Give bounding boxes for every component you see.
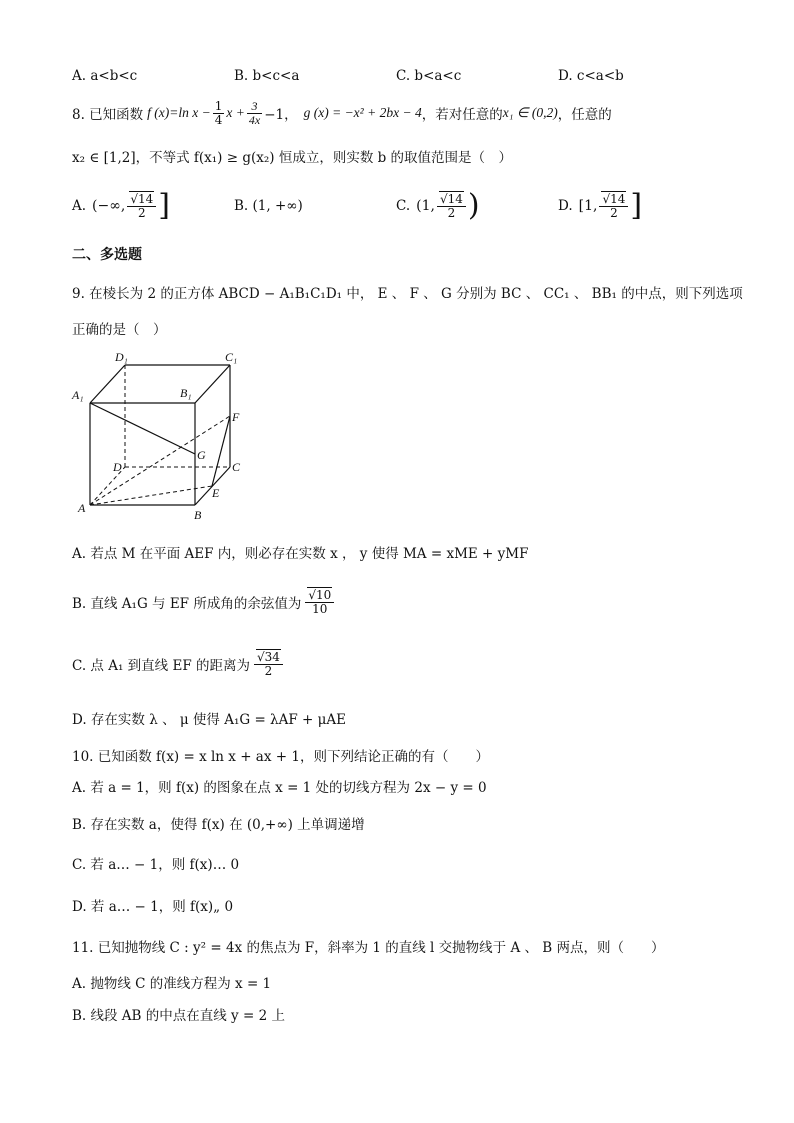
q8-option-c: C. (1, $\frac{√14}{2}$ ) [396,188,480,223]
q10-option-a: A. 若 a = 1，则 f(x) 的图象在点 x = 1 处的切线方程为 2x − y = 0 [72,780,487,796]
q7-option-d: D. c<a<b [558,68,624,84]
q10-option-b: B. 存在实数 a，使得 f(x) 在 (0,+∞) 上单调递增 [72,817,365,833]
q8-stem-after-g: ，若对任意的 [421,107,503,123]
label-c: C [232,460,241,474]
label-b: B [194,508,202,522]
q7-option-a: A. a<b<c [72,68,138,84]
label-d1: D₁ [115,350,128,364]
q8-option-a: A. (−∞, $\frac{√14}{2}$ ] [72,188,170,223]
q11-option-a: A. 抛物线 C 的准线方程为 x = 1 [72,976,272,992]
label-e: E [212,486,220,500]
label-g: G [197,448,206,462]
q10-option-d: D. 若 a… − 1，则 f(x)„ 0 [72,899,234,915]
q8-frac-1-4: $\frac{1}{4}$ [214,98,223,127]
q10-option-c: C. 若 a… − 1，则 f(x)… 0 [72,857,240,873]
q8-option-b: B. (1, +∞) [234,198,303,214]
label-d: D [113,460,122,474]
segment-a-f [90,416,230,505]
q9-option-c: C. 点 A₁ 到直线 EF 的距离为 $\frac{√34}{2}$ [72,644,283,684]
q8-f-lhs: f (x)=ln x − [147,105,211,120]
q11-stem: 11. 已知抛物线 C : y² = 4x 的焦点为 F，斜率为 1 的直线 l 交抛物线于 A 、 B 两点，则（ ） [72,940,665,956]
label-a1: A₁ [72,388,84,402]
q9-option-b: B. 直线 A₁G 与 EF 所成角的余弦值为 $\frac{√10}{10}$ [72,582,334,622]
label-f: F [232,410,240,424]
q7-option-c: C. b<a<c [396,68,462,84]
segment-a-e [90,486,212,505]
q9-stem-line2: 正确的是（ ） [72,322,167,338]
q9-option-d: D. 存在实数 λ 、 μ 使得 A₁G = λAF + μAE [72,712,346,728]
label-a: A [78,501,86,515]
label-c1: C₁ [225,350,238,364]
q7-option-b: B. b<c<a [234,68,300,84]
q8-stem-line2: x₂ ∈ [1,2]，不等式 f(x₁) ≥ g(x₂) 恒成立，则实数 b 的取值范围是（ ） [72,150,513,166]
q9-option-a: A. 若点 M 在平面 AEF 内，则必存在实数 x ， y 使得 MA = xME + yMF [72,546,529,562]
q11-option-b: B. 线段 AB 的中点在直线 y = 2 上 [72,1008,285,1024]
label-b1: B₁ [180,386,192,400]
q8-option-d: D. [1, $\frac{√14}{2}$ ] [558,188,643,223]
q8-f-mid: x + [226,105,245,120]
q8-stem-prefix: 8. 已知函数 [72,107,144,123]
q8-f-tail: −1， [264,107,298,123]
edge-b1-c1 [195,365,230,403]
q8-g-def: g (x) = −x² + 2bx − 4 [303,105,422,120]
section-title-multiple-choice: 二、多选题 [72,247,142,263]
segment-a1-g [90,403,195,454]
q8-x1-range: x₁ ∈ (0,2) [502,105,558,120]
cube-figure [70,345,250,525]
q10-stem: 10. 已知函数 f(x) = x ln x + ax + 1，则下列结论正确的有（ ） [72,749,489,765]
edge-a1-d1 [90,365,125,403]
q8-stem-after-x1: ，任意的 [557,107,612,123]
q9-stem-line1: 9. 在棱长为 2 的正方体 ABCD − A₁B₁C₁D₁ 中， E 、 F 、 G 分别为 BC 、 CC₁ 、 BB₁ 的中点，则下列选项 [72,286,743,302]
segment-e-f [212,416,230,486]
q8-stem-line1 [72,96,612,130]
q8-frac-3-4x: $\frac{3}{4x}$ [248,98,261,127]
